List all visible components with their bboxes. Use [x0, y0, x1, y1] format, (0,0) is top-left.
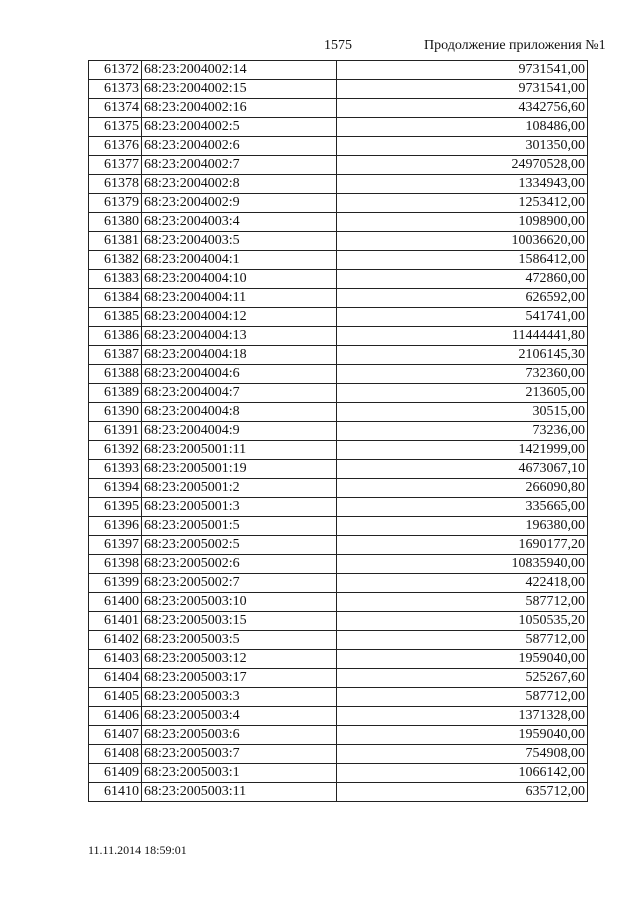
- cadastral-number: 68:23:2005003:6: [142, 726, 337, 745]
- row-number: 61379: [89, 194, 142, 213]
- table-row: [89, 232, 588, 251]
- table-row: [89, 783, 588, 802]
- cadastral-value: 541741,00: [337, 308, 588, 327]
- cadastral-value: 1421999,00: [337, 441, 588, 460]
- cadastral-value: 4673067,10: [337, 460, 588, 479]
- page-number: 1575: [324, 38, 352, 53]
- cadastral-number: 68:23:2005003:11: [142, 783, 337, 802]
- cadastral-number: 68:23:2004004:1: [142, 251, 337, 270]
- table-row: [89, 365, 588, 384]
- cadastral-number: 68:23:2005003:3: [142, 688, 337, 707]
- row-number: 61406: [89, 707, 142, 726]
- cadastral-number: 68:23:2005003:5: [142, 631, 337, 650]
- cadastral-number: 68:23:2005003:1: [142, 764, 337, 783]
- table-row: [89, 251, 588, 270]
- table-row: [89, 574, 588, 593]
- row-number: 61398: [89, 555, 142, 574]
- table-row: [89, 422, 588, 441]
- cadastral-value: 266090,80: [337, 479, 588, 498]
- table-row: [89, 327, 588, 346]
- cadastral-number: 68:23:2005003:7: [142, 745, 337, 764]
- row-number: 61395: [89, 498, 142, 517]
- table-row: [89, 80, 588, 99]
- table-row: [89, 441, 588, 460]
- row-number: 61377: [89, 156, 142, 175]
- row-number: 61384: [89, 289, 142, 308]
- row-number: 61380: [89, 213, 142, 232]
- cadastral-value: 30515,00: [337, 403, 588, 422]
- cadastral-value: 1371328,00: [337, 707, 588, 726]
- cadastral-number: 68:23:2004002:15: [142, 80, 337, 99]
- table-row: [89, 118, 588, 137]
- row-number: 61401: [89, 612, 142, 631]
- cadastral-value: 1959040,00: [337, 726, 588, 745]
- cadastral-value: 108486,00: [337, 118, 588, 137]
- cadastral-value: 9731541,00: [337, 61, 588, 80]
- row-number: 61373: [89, 80, 142, 99]
- row-number: 61388: [89, 365, 142, 384]
- table-row: [89, 137, 588, 156]
- cadastral-number: 68:23:2004004:11: [142, 289, 337, 308]
- cadastral-number: 68:23:2004002:5: [142, 118, 337, 137]
- table-row: [89, 175, 588, 194]
- row-number: 61409: [89, 764, 142, 783]
- cadastral-value: 587712,00: [337, 631, 588, 650]
- cadastral-number: 68:23:2004004:9: [142, 422, 337, 441]
- cadastral-value: 1066142,00: [337, 764, 588, 783]
- cadastral-value: 24970528,00: [337, 156, 588, 175]
- row-number: 61375: [89, 118, 142, 137]
- table-row: [89, 479, 588, 498]
- cadastral-value: 1690177,20: [337, 536, 588, 555]
- table-row: [89, 384, 588, 403]
- table-row: [89, 726, 588, 745]
- table-row: [89, 270, 588, 289]
- row-number: 61376: [89, 137, 142, 156]
- cadastral-number: 68:23:2005003:10: [142, 593, 337, 612]
- cadastral-value: 10036620,00: [337, 232, 588, 251]
- cadastral-value: 1050535,20: [337, 612, 588, 631]
- table-row: [89, 517, 588, 536]
- table-row: [89, 213, 588, 232]
- cadastral-number: 68:23:2005003:17: [142, 669, 337, 688]
- cadastral-value: 1253412,00: [337, 194, 588, 213]
- cadastral-value: 1959040,00: [337, 650, 588, 669]
- row-number: 61397: [89, 536, 142, 555]
- cadastral-number: 68:23:2005003:15: [142, 612, 337, 631]
- table-row: [89, 498, 588, 517]
- table-row: [89, 156, 588, 175]
- table-row: [89, 194, 588, 213]
- table-row: [89, 555, 588, 574]
- row-number: 61383: [89, 270, 142, 289]
- cadastral-value: 1098900,00: [337, 213, 588, 232]
- row-number: 61404: [89, 669, 142, 688]
- row-number: 61405: [89, 688, 142, 707]
- table-row: [89, 688, 588, 707]
- row-number: 61402: [89, 631, 142, 650]
- cadastral-number: 68:23:2004004:6: [142, 365, 337, 384]
- row-number: 61372: [89, 61, 142, 80]
- cadastral-number: 68:23:2004004:18: [142, 346, 337, 365]
- cadastral-number: 68:23:2004004:10: [142, 270, 337, 289]
- cadastral-number: 68:23:2005001:19: [142, 460, 337, 479]
- footer-timestamp: 11.11.2014 18:59:01: [88, 843, 187, 857]
- cadastral-value: 472860,00: [337, 270, 588, 289]
- cadastral-value: 11444441,80: [337, 327, 588, 346]
- table-row: [89, 61, 588, 80]
- table-row: [89, 631, 588, 650]
- table-row: [89, 346, 588, 365]
- cadastral-number: 68:23:2005003:4: [142, 707, 337, 726]
- table-row: [89, 99, 588, 118]
- row-number: 61385: [89, 308, 142, 327]
- cadastral-value: 335665,00: [337, 498, 588, 517]
- cadastral-number: 68:23:2005002:6: [142, 555, 337, 574]
- cadastral-value: 1586412,00: [337, 251, 588, 270]
- appendix-continuation-label: Продолжение приложения №1: [424, 38, 606, 53]
- table-row: [89, 593, 588, 612]
- row-number: 61407: [89, 726, 142, 745]
- cadastral-number: 68:23:2005002:5: [142, 536, 337, 555]
- row-number: 61399: [89, 574, 142, 593]
- row-number: 61394: [89, 479, 142, 498]
- table-row: [89, 289, 588, 308]
- table-row: [89, 764, 588, 783]
- cadastral-value: 587712,00: [337, 688, 588, 707]
- cadastral-value: 635712,00: [337, 783, 588, 802]
- cadastral-number: 68:23:2005003:12: [142, 650, 337, 669]
- cadastral-value: 1334943,00: [337, 175, 588, 194]
- row-number: 61378: [89, 175, 142, 194]
- table-row: [89, 669, 588, 688]
- cadastral-value: 73236,00: [337, 422, 588, 441]
- cadastral-value-table: [88, 60, 588, 802]
- cadastral-number: 68:23:2004002:16: [142, 99, 337, 118]
- row-number: 61382: [89, 251, 142, 270]
- row-number: 61390: [89, 403, 142, 422]
- row-number: 61393: [89, 460, 142, 479]
- row-number: 61410: [89, 783, 142, 802]
- cadastral-value: 9731541,00: [337, 80, 588, 99]
- cadastral-number: 68:23:2004003:4: [142, 213, 337, 232]
- cadastral-number: 68:23:2004002:9: [142, 194, 337, 213]
- cadastral-number: 68:23:2004004:8: [142, 403, 337, 422]
- cadastral-number: 68:23:2004002:8: [142, 175, 337, 194]
- table-row: [89, 403, 588, 422]
- row-number: 61374: [89, 99, 142, 118]
- cadastral-value: 2106145,30: [337, 346, 588, 365]
- cadastral-number: 68:23:2004003:5: [142, 232, 337, 251]
- row-number: 61396: [89, 517, 142, 536]
- cadastral-number: 68:23:2005001:11: [142, 441, 337, 460]
- row-number: 61391: [89, 422, 142, 441]
- cadastral-value: 587712,00: [337, 593, 588, 612]
- cadastral-value: 422418,00: [337, 574, 588, 593]
- row-number: 61400: [89, 593, 142, 612]
- cadastral-number: 68:23:2005001:3: [142, 498, 337, 517]
- cadastral-number: 68:23:2004002:7: [142, 156, 337, 175]
- table-row: [89, 536, 588, 555]
- row-number: 61387: [89, 346, 142, 365]
- cadastral-value: 196380,00: [337, 517, 588, 536]
- cadastral-number: 68:23:2004002:14: [142, 61, 337, 80]
- table-row: [89, 745, 588, 764]
- table-row: [89, 612, 588, 631]
- cadastral-value: 10835940,00: [337, 555, 588, 574]
- table-row: [89, 707, 588, 726]
- table-row: [89, 460, 588, 479]
- cadastral-value: 525267,60: [337, 669, 588, 688]
- row-number: 61389: [89, 384, 142, 403]
- cadastral-number: 68:23:2005001:5: [142, 517, 337, 536]
- cadastral-number: 68:23:2004004:12: [142, 308, 337, 327]
- row-number: 61381: [89, 232, 142, 251]
- cadastral-value: 626592,00: [337, 289, 588, 308]
- cadastral-value: 301350,00: [337, 137, 588, 156]
- cadastral-number: 68:23:2004004:7: [142, 384, 337, 403]
- cadastral-number: 68:23:2004002:6: [142, 137, 337, 156]
- cadastral-value: 4342756,60: [337, 99, 588, 118]
- row-number: 61403: [89, 650, 142, 669]
- row-number: 61386: [89, 327, 142, 346]
- cadastral-number: 68:23:2005002:7: [142, 574, 337, 593]
- row-number: 61392: [89, 441, 142, 460]
- cadastral-number: 68:23:2005001:2: [142, 479, 337, 498]
- cadastral-number: 68:23:2004004:13: [142, 327, 337, 346]
- cadastral-value: 754908,00: [337, 745, 588, 764]
- table-row: [89, 308, 588, 327]
- cadastral-value: 213605,00: [337, 384, 588, 403]
- row-number: 61408: [89, 745, 142, 764]
- table-body: [89, 61, 588, 802]
- cadastral-value: 732360,00: [337, 365, 588, 384]
- table-row: [89, 650, 588, 669]
